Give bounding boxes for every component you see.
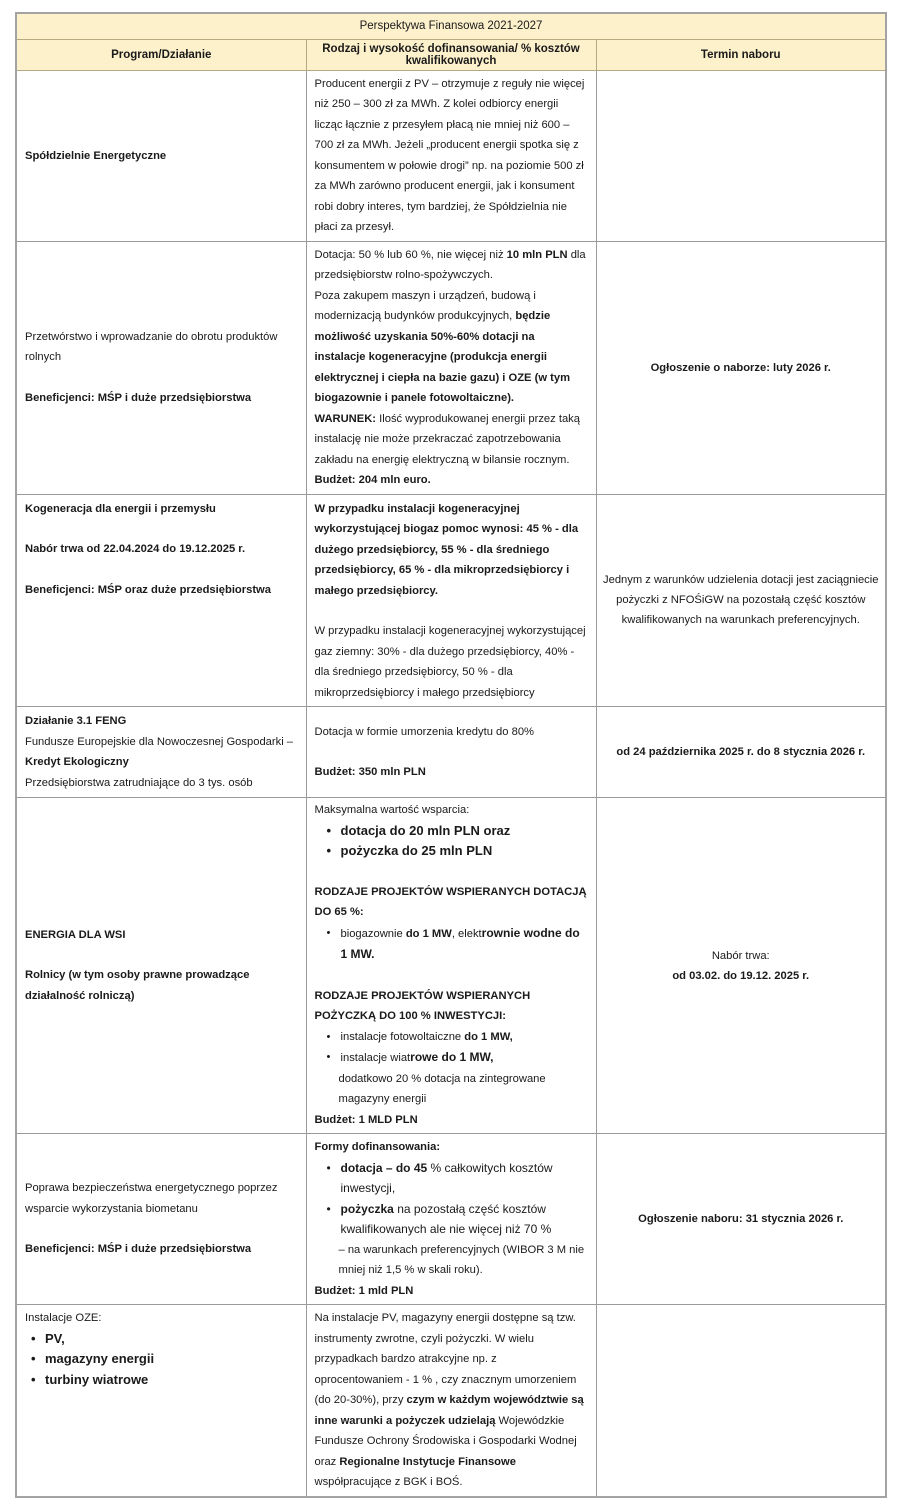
program-name: Poprawa bezpieczeństwa energetycznego poprzez wsparcie wykorzystania biometanu [25,1182,278,1215]
table-row [16,707,886,798]
program-cell [16,707,306,798]
table-title-row [16,13,886,39]
program-name: Przetwórstwo i wprowadzanie do obrotu produktów rolnych [25,330,278,364]
funding-text: Producent energii z PV – otrzymuje z reguły nie więcej niż 250 – 300 zł za MWh. Z kolei odbiorcy energii licząc łącznie z przesyłem płacą nie mniej niż 600 – 700 zł za MWh. Jeżeli „producent energii spotka się z konsumentem w połowie drogi” np. na poziomie 500 zł za MWh zarówno producent energii, jak i konsument robi dobry interes, tym bardziej, że Spółdzielnia nie płaci za przesył. [314,77,585,233]
funding-cell [306,798,596,1134]
program-description [25,732,298,773]
table-row [16,494,886,707]
oze-list [25,1329,298,1391]
funding-budget: Budżet: 350 mln PLN [314,766,426,778]
program-beneficiaries: Beneficjenci: MŚP oraz duże przedsiębiorstwa [25,583,271,596]
program-cell [16,798,306,1134]
text-span: % całkowitych kosztów inwestycji, [340,1160,553,1195]
program-cell [16,70,306,241]
deadline-label: Nabór trwa: [711,949,770,962]
text-span: , elekt [451,927,482,940]
program-name: Instalacje OZE: [25,1312,102,1324]
text-span: Poza zakupem maszyn i urządzeń, budową i modernizacją budynków produkcyjnych, [314,289,536,322]
column-header-deadline: Termin naboru [596,39,886,70]
program-name: Działanie 3.1 FENG [25,715,127,727]
text-span: rowe do 1 MW, [410,1050,494,1064]
program-cell [16,241,306,494]
table-row [16,241,886,494]
text-span: rownie wodne do 1 MW. [340,925,580,961]
funding-cell [306,1134,596,1305]
table-row [16,1305,886,1497]
list-item [325,1199,588,1240]
loan-list [315,1027,588,1069]
text-span: instalacje wiat [340,1052,411,1064]
program-name: Spółdzielnie Energetyczne [25,149,167,162]
funding-line [315,286,588,409]
list-item [325,1158,588,1199]
funding-max-label: Maksymalna wartość wsparcia: [314,804,470,816]
deadline-text: od 24 października 2025 r. do 8 stycznia 2026 r. [616,746,866,758]
text-span: pożyczka [340,1201,394,1216]
deadline-text: Jednym z warunków udzielenia dotacji jest zaciągniecie pożyczki z NFOŚiGW na pozostałą część kosztów kwalifikowanych na warunkach preferencyjnych. [603,574,879,627]
text-span: do 1 MW, [464,1030,513,1043]
program-beneficiaries: Beneficjenci: MŚP i duże przedsiębiorstwa [25,1243,252,1256]
column-header-program: Program/Działanie [16,39,306,70]
program-period: Nabór trwa od 22.04.2024 do 19.12.2025 r. [25,543,246,555]
program-name: Kogeneracja dla energii i przemysłu [25,502,216,515]
program-beneficiaries: Rolnicy (w tym osoby prawne prowadzące działalność rolniczą) [25,969,250,1002]
funding-cell [306,241,596,494]
financing-table [15,12,887,1498]
funding-label: Formy dofinansowania: [314,1141,441,1153]
text-span: Fundusze Europejskie dla Nowoczesnej Gospodarki – [25,735,294,748]
text-span: instalacje fotowoltaiczne [340,1030,465,1043]
program-cell [16,1134,306,1305]
text-span: Dotacja: 50 % lub 60 %, nie więcej niż [314,248,507,261]
program-cell [16,1305,306,1497]
list-item: • dotacja do 20 mln PLN oraz [325,821,588,842]
text-span: Ilość wyprodukowanej energii przez taką instalację nie może przekraczać zapotrzebowania zakładu na energię elektryczną w bilansie rocznym. [314,412,580,466]
funding-gas: W przypadku instalacji kogeneracyjnej wykorzystującej gaz ziemny: 30% - dla dużego przedsiębiorcy, 40% - dla średniego przedsiębiorcy, 50 % - dla mikroprzedsiębiorcy i małego przedsiębiorcy [314,625,586,699]
deadline-cell [596,707,886,798]
text-span: będzie możliwość uzyskania 50%-60% dotacji na instalacje kogeneracyjne (produkcja energii elektrycznej i ciepła na bazie gazu) i OZE (w tym biogazownie i panele fotowoltaiczne). [314,310,571,404]
table-row [16,70,886,241]
funding-forms-list [315,1158,588,1240]
funding-budget: Budżet: 1 mld PLN [314,1284,414,1297]
funding-text [315,1308,588,1493]
table-title: Perspektywa Finansowa 2021-2027 [16,13,886,39]
column-header-funding: Rodzaj i wysokość dofinansowania/ % kosztów kwalifikowanych [306,39,596,70]
text-span: Wojewódzkie Fundusze Ochrony Środowiska i Gospodarki Wodnej oraz [314,1414,577,1468]
deadline-cell [596,241,886,494]
table-row [16,798,886,1134]
program-name: ENERGIA DLA WSI [25,928,126,941]
financing-table-container [15,12,887,1498]
program-eligibility: Przedsiębiorstwa zatrudniające do 3 tys. osób [25,776,253,789]
grant-list [315,923,588,966]
loan-heading: RODZAJE PROJEKTÓW WSPIERANYCH POŻYCZKĄ DO 100 % INWESTYCJI: [314,989,531,1022]
deadline-cell [596,1134,886,1305]
table-header-row [16,39,886,70]
deadline-cell [596,494,886,707]
deadline-text: od 03.02. do 19.12. 2025 r. [672,969,810,982]
program-cell [16,494,306,707]
text-span: dla przedsiębiorstw rolno-spożywczych. [314,248,586,281]
list-item: • turbiny wiatrowe [29,1370,298,1391]
text-span: Kredyt Ekologiczny [25,756,129,768]
list-item [325,923,588,966]
funding-text: Dotacja w formie umorzenia kredytu do 80% [314,725,535,738]
text-span: dotacja – do 45 [340,1160,428,1175]
list-item [325,1047,588,1069]
text-span: współpracujące z BGK i BOŚ. [314,1476,463,1488]
funding-budget: Budżet: 204 mln euro. [314,474,431,486]
text-span: czym w każdym województwie są inne warunki a pożyczek udzielają [314,1394,584,1427]
funding-biogas: W przypadku instalacji kogeneracyjnej wykorzystującej biogaz pomoc wynosi: 45 % - dla dużego przedsiębiorcy, 55 % - dla średniego przedsiębiorcy, 65 % - dla mikroprzedsiębiorcy i małego przedsiębiorcy. [314,502,579,597]
deadline-cell [596,798,886,1134]
funding-condition [315,409,588,471]
funding-max-list [315,821,588,862]
list-item: • PV, [29,1329,298,1350]
funding-line [315,245,588,286]
text-span: biogazownie [340,927,406,940]
table-row [16,1134,886,1305]
text-span: Na instalacje PV, magazyny energii dostępne są tzw. instrumenty zwrotne, czyli pożyczki. W wielu przypadkach bardzo atrakcyjne np. z oprocentowaniem - 1 % , czy znacznym umorzeniem (do 20-30%), przy [314,1312,577,1406]
deadline-cell [596,70,886,241]
list-item [325,1027,588,1048]
funding-extra: dodatkowo 20 % dotacja na zintegrowane magazyny energii [338,1072,546,1105]
text-span: na pozostałą część kosztów kwalifikowanych ale nie więcej niż 70 % [340,1201,552,1236]
funding-cell [306,70,596,241]
list-item: • pożyczka do 25 mln PLN [325,841,588,862]
grant-heading: RODZAJE PROJEKTÓW WSPIERANYCH DOTACJĄ DO 65 %: [314,885,587,918]
text-span: WARUNEK: [314,412,377,425]
funding-cell [306,707,596,798]
funding-cell [306,1305,596,1497]
deadline-text: Ogłoszenie naboru: 31 stycznia 2026 r. [638,1213,844,1225]
text-span: do 1 MW [405,927,452,940]
list-item: • magazyny energii [29,1349,298,1370]
program-beneficiaries: Beneficjenci: MŚP i duże przedsiębiorstwa [25,391,252,404]
text-span: 10 mln PLN [506,248,568,261]
deadline-text: Ogłoszenie o naborze: luty 2026 r. [650,361,831,374]
funding-budget: Budżet: 1 MLD PLN [314,1113,418,1126]
deadline-cell [596,1305,886,1497]
text-span: Regionalne Instytucje Finansowe [339,1455,516,1468]
funding-note: – na warunkach preferencyjnych (WIBOR 3 M nie mniej niż 1,5 % w skali roku). [338,1243,585,1276]
funding-cell [306,494,596,707]
